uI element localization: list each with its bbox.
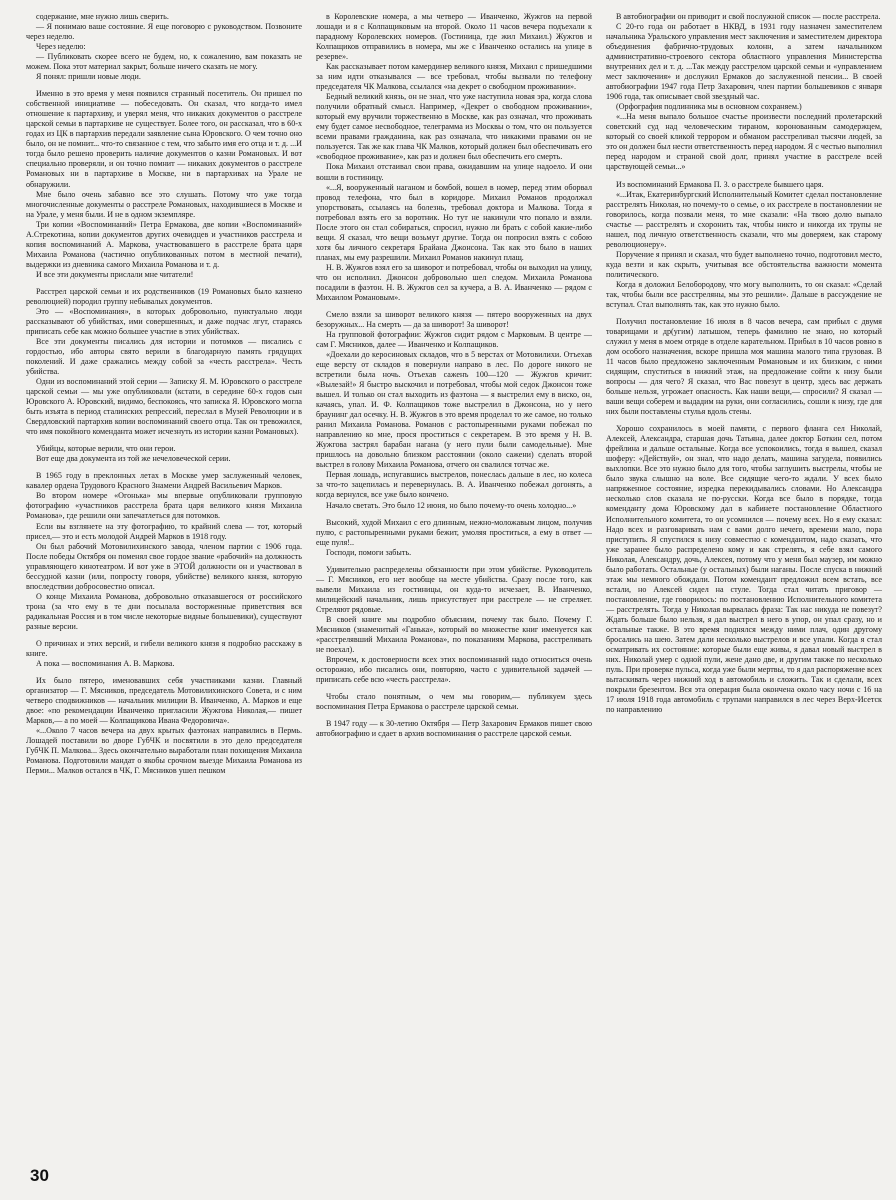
paragraph: Н. В. Жужгов взял его за шиворот и потребовал, чтобы он выходил на улицу, что он исполнил. Джонсон добровольно шел следом. Михаила Романова посадили в фаэтон. Н. В. Жужгов сел за кучера, а В. А. Иванченко — рядом с Михаилом Романовым». (316, 262, 592, 302)
paragraph: О причинах и этих версий, и гибели великого князя я подробно расскажу в книге. (26, 638, 302, 658)
paragraph: содержание, мне нужно лишь сверить. (36, 12, 169, 21)
paragraph: Именно в это время у меня появился странный посетитель. Он пришел по собственной инициативе — побеседовать. Он сказал, что когда-то имел отношение к партархиву, и уверял меня, что никаких документов о расстреле царской семьи в партархиве не существует. Более того, он рассказал, что в 60-х годах из ЦК в партархив передали заявление сына Юровского. О чем точно оно было, он не помнит... что-то связанное с тем, что забыто имя его отца и т. д. ...И тогда было решено проверить наличие документов о казни Романовых. И вот специально проверяли, и он точно помнит — никаких документов о расстреле Романовых ни в партархиве в Москве, ни в партархивах на Урале не обнаружили. (26, 89, 302, 189)
paragraph: Высокий, худой Михаил с его длинным, нежно-моложавым лицом, получив пулю, с растопыренными руками бежит, умоляя проститься, а ему в ответ — еще пуля!.. (316, 517, 592, 547)
page-number: 30 (30, 1166, 49, 1185)
paragraph: Смело взяли за шиворот великого князя — пятеро вооруженных на двух безоружных... На смерть — да за шиворот! За шиворот! (316, 309, 592, 329)
paragraph: Поручение я принял и сказал, что будет выполнено точно, подготовил место, куда везти и как скрыть, учитывая все обстоятельства важности момента политического. (606, 249, 882, 279)
column-left (26, 12, 302, 1164)
paragraph: Вот еще два документа из той же нечеловеческой серии. (36, 454, 231, 464)
paragraph: Три копии «Воспоминаний» Петра Ермакова, две копии «Воспоминаний» А.Стрекотина, копии документов других очевидцев и участников расстрела и копия воспоминаний А. Маркова, участвовавшего в расстреле брата царя Михаила Романова (частично опубликованных потом в местной печати), выдержки из дневника самого Михаила Романова и т. д. (26, 219, 302, 269)
paragraph: Хорошо сохранилось в моей памяти, с первого фланга сел Николай, Алексей, Александра, старшая дочь Татьяна, далее доктор Боткин сел, потом фрейлина и дальше остальные. Когда все успокоились, тогда я вышел, сказал шоферу: «Действуй», он знал, что надо делать, машина загудела, появились выхлопки. Все это нужно было для того, чтобы заглушить выстрелы, чтобы не было звука слышно на воле. Все сидящие чего-то ждали. У всех было напряженное состояние, изредка перекидывались словами. Но Александра несколько слов сказала не по-русски. Когда все было в порядке, тогда коменданту дома Юровскому дал в кабинете постановление Областного Исполнительного комитета, то он усомнился — почему всех. Но я ему сказал: Надо всех и разговаривать нам с вами долго нечего, времени мало, пора приступить. Я спустился к низу совместно с комендантом, надо сказать, что уже заранее было распределено кому и как стрелять, я себе взял самого Николая, Александру, дочь, Алексея, потому что у меня был маузер, им можно было работать. Остальные (у остальных) были наганы. После спуска в нижний этаж мы немного обождали. Потом комендант предложил всем встать, все встали, но Алексей сидел на стуле. Тогда стал читать приговор — постановление, где говорилось: по постановлению Исполнительного комитета — расстрелять. Тогда у Николая вырвалась фраза: Так нас никуда не повезут? Ждать больше было нельзя, я дал выстрел в него в упор, он упал сразу, но и остальные также. В это время поднялся между ними плач, один другому бросались на шею. Затем дали несколько выстрелов и все упали. Когда я стал осматривать их состояние: которые были еще живы, я давал новый выстрел в них. Николай умер с одной пули, жене дано две, и другим также по несколько пуль. При проверке пульса, когда уже были мертвы, то я дал распоряжение всех вытаскивать через нижний ход в автомобиль и сложить. Так и сделали, всех покрыли брезентом. Вся эта операция была окончена около часу ночи с 16 на 17 июля 1918 года автомобиль с трупами направился в лес через Верх-Исетск по направлению (606, 424, 882, 715)
paragraph: Через неделю: (36, 42, 86, 52)
paragraph: «...На меня выпало большое счастье произвести последний пролетарский советский суд над человеческим тираном, коронованным самодержцем, который со своей кликой террором и обманом расстреливал тысячи людей, за это он должен был нести ответственность перед народом. Я с честью выполнил перед народом и страной свой долг, принял участие в расстреле всей царствующей семьи...» (606, 112, 882, 172)
paragraph: в Королевские номера, а мы четверо — Иванченко, Жужгов на первой лошади и я с Колпащиковым на второй. Около 11 часов вечера подъехали к парадному Королевских номеров. (Гостиница, где жил Михаил.) Жужгов и Колпащиков отправились в номера, мы же с Иванченко остались на улице в резерве». (316, 12, 592, 62)
paragraph: В 1947 году — к 30-летию Октября — Петр Захарович Ермаков пишет свою автобиографию и сдает в архив воспоминания о расстреле царской семьи. (316, 719, 592, 739)
paragraph: Это — «Воспоминания», в которых добровольно, пунктуально люди рассказывают об убийствах, ими совершенных, и даже подчас лгут, стараясь приписать себе как можно большее участие в этих убийствах. (26, 306, 302, 336)
paragraph: (Орфография подлинника мы в основном сохраняем.) (616, 102, 802, 112)
paragraph: «Доехали до керосиновых складов, что в 5 верстах от Мотовилихи. Отъехав еще версту от складов я повернули направо в лес. По дороге никого не встретили была ночь. Отъехав саженъ 100—120 — Жужгов кричит: «Вылезай!» Я быстро выскочил и потребовал, чтобы мой седок Джонсон тоже вышел. И только он стал выходить из фаэтона — я выстрелил ему в виско, он, качаясь, упал. И. Ф. Колпащиков тоже выстрелил в Джонсона, но у него браунинг дал осечку. Н. В. Жужгов в это время проделал то же самое, но только ранил Михаила Романова. Романов с растопыренными руками побежал по направлению ко мне, прося проститься с секретарем. В это время у Н. В. Жужгова застрял барабан нагана (у него пули были самодельные). Мне пришлось на довольно близком расстоянии (около сажени) сделать второй выстрел в голову Михаила Романова, отчего он свалился тотчас же. (316, 350, 592, 470)
paragraph: Если вы взглянете на эту фотографию, то крайний слева — тот, который присел,— это и есть молодой Андрей Марков в 1918 году. (26, 521, 302, 541)
paragraph: В своей книге мы подробно объясним, почему так было. Почему Г. Мясников (знаменитый «Ганька», который во множестве книг именуется как «расстрелявший Михаила Романова», по показаниям Маркова, расстреливать не поехал). (316, 614, 592, 654)
paragraph: Господи, помоги забыть. (326, 547, 412, 557)
paragraph: В автобиографии он приводит и свой послужной список — после расстрела. (616, 12, 881, 21)
paragraph: И все эти документы прислали мне читатели! (36, 269, 194, 279)
paragraph: Удивительно распределены обязанности при этом убийстве. Руководитель — Г. Мясников, его нет вообще на месте убийства. Сразу после того, как вывели Михаила из гостиницы, он куда-то исчезает, В. Иванченко, милицейский начальник, лишь присутствует при расстреле — не стреляет. Стреляют рядовые. (316, 564, 592, 614)
paragraph: Когда я доложил Белобородову, что могу выполнить, то он сказал: «Сделай так, чтобы были все расстреляны, мы это решили». Дальше в рассуждение не вступал. Стал выполнять так, как это нужно было. (606, 279, 882, 309)
paragraph: Первая лошадь, испугавшись выстрелов, понеслась дальше в лес, но колеса за что-то зацепилась и перевернулась. В. А. Иванченко побежал догонять, а когда вернулся, все уже было кончено. (316, 470, 592, 500)
paragraph: Расстрел царской семьи и их родственников (19 Романовых было казнено революцией) породил группу небывалых документов. (26, 286, 302, 306)
paragraph: Получил постановление 16 июля в 8 часов вечера, сам прибыл с двумя товарищами и др(угим) латышом, теперь фамилию не знаю, но который служил у меня в моем отряде в отделе карательном. Прибыл в 10 часов ровно в дом особого назначения, вскоре пришла моя машина малого типа грузовая. В 11 часов было предложено заключенным Романовым и их близким, с ними сидящим, спуститься в нижний этаж, на предложение сойти к низу были вопросы — для чего? Я сказал, что Вас повезут в центр, здесь вас держать больше нельзя, угрожает опасность. Как наши вещи,— спросили? Я сказал — ваши вещи соберем и выдадим на руки, они согласились, сошли к низу, где для них были поставлены стулья вдоль стены. (606, 316, 882, 417)
column-right (606, 12, 882, 1164)
paragraph: Одни из воспоминаний этой серии — Записку Я. М. Юровского о расстреле царской семьи — мы уже опубликовали (кстати, в середине 60-х годов сын Юровского А. Юровский, видимо, беспокоясь, что записка Я. Юровского могла быть изъята в период сталинских репрессий, переслал в Музей Революции и в Свердловский партархив копии воспоминаний своего отца. Так он тревожился, что имя покойного коменданта может исчезнуть из истории казни Романовых). (26, 377, 302, 437)
paragraph: В 1965 году в преклонных летах в Москве умер заслуженный человек, кавалер ордена Трудового Красного Знамени Андрей Васильевич Марков. (26, 471, 302, 491)
paragraph: О конце Михаила Романова, добровольно отказавшегося от российского трона (за что ему в те дни посылала восторженные приветствия вся радикальная Россия и в том числе некоторые видные большевики), существуют разные версии. (26, 591, 302, 631)
paragraph: На групповой фотографии: Жужгов сидит рядом с Марковым. В центре — сам Г. Мясников, далее — Иванченко и Колпащиков. (316, 329, 592, 349)
paragraph: — Публиковать скорее всего не будем, но, к сожалению, вам показать не можем. Пока этот материал закрыт, больше ничего сказать не могу. (26, 52, 302, 72)
paragraph: Он был рабочий Мотовилихинского завода, членом партии с 1906 года. После победы Октября он поменял свое гордое звание «рабочий» на должность управляющего кинотеатром. И вот уже в ЭТОЙ должности он и участвовал в бессудной казни (или, попросту говоря, убийстве) великого князя, которую впоследствии добросовестно описал. (26, 541, 302, 591)
paragraph: Я понял: пришли новые люди. (36, 72, 141, 82)
paragraph: «...Около 7 часов вечера на двух крытых фаэтонах направились в Пермь. Лошадей поставили во дворе ГубЧК и посвятили в это дело председателя ГубЧК П. Малкова... Здесь окончательно выработали план похищения Михаила Романова. Подготовили мандат о якобы срочном выезде Михаила Романова из Перми... Малков остался в ЧК, Г. Мясников ушел пешком (26, 726, 302, 776)
paragraph: Во втором номере «Огонька» мы впервые опубликовали групповую фотографию «участников расстрела брата царя великого князя Михаила Романова», где решили они запечатлеться для потомков. (26, 491, 302, 521)
paragraph: Начало светать. Это было 12 июня, но было почему-то очень холодно...» (326, 500, 577, 510)
paragraph: Чтобы стало понятным, о чем мы говорим,— публикуем здесь воспоминания Петра Ермакова о расстреле царской семьи. (316, 692, 592, 712)
paragraph: — Я понимаю ваше состояние. Я еще поговорю с руководством. Позвоните через неделю. (26, 22, 302, 42)
paragraph: Убийцы, которые верили, что они герои. (36, 444, 176, 454)
paragraph: С 20-го года он работает в НКВД, в 1931 году назначен заместителем начальника Уральского управления мест заключения и заместителем директора объединения фабрично-трудовых колонн, а затем начальником административно-строевого сектора областного управления Министерства внутренних дел и т. д. ...Так между расстрелом царской семьи и «управлением мест заключения» и дослужил Ермаков до заслуженной пенсии... В своей автобиографии 1947 года Петр Захарович, член партии большевиков с января 1906 года, так описывает свой звездный час. (606, 22, 882, 102)
paragraph: Все эти документы писались для истории и потомков — писались с гордостью, ибо авторы свято верили в благодарную память грядущих поколений. И даже сражались между собой за «честь расстрела». Честь убийства. (26, 336, 302, 377)
paragraph: Мне было очень забавно все это слушать. Потому что уже тогда многочисленные документы о расстреле Романовых, находившиеся в Москве и на Урале, у меня были. И не в одном экземпляре. (26, 189, 302, 219)
paragraph: Из воспоминаний Ермакова П. З. о расстреле бывшего царя. (616, 179, 824, 189)
paragraph: «...Я, вооруженный наганом и бомбой, вошел в номер, перед этим оборвал провод телефона, что был в коридоре. Михаил Романов продолжал упорствовать, ссылаясь на болезнь, требовал доктора и Малкова. Тогда я потребовал взять его за воротник. Но тут не накинули что попало и взяли. После этого он стал собираться, спросил, нужно ли брать с собой какие-либо вещи. Я сказал, что вещи возьмут другие. Тогда он попросил взять с собою хотя бы личного секретаря Брайана Джонсона. Так как это было в наших планах, мы ему разрешили. Михаил Романов накинул плащ. (316, 182, 592, 262)
column-middle (316, 12, 592, 1164)
paragraph: А пока — воспоминания А. В. Маркова. (36, 658, 175, 668)
article-columns (26, 12, 882, 1164)
paragraph: Как рассказывает потом камердинер великого князя, Михаил с пришедшими за ним идти отказывался — все требовал, чтобы вызвали по телефону председателя ЧК Малкова, ссылался «на декрет о свободном проживании». (316, 62, 592, 92)
paragraph: Бедный великий князь, он не знал, что уже наступила новая эра, когда слова получили обратный смысл. Например, «Декрет о свободном проживании», который ему вручили торжественно в Москве, как раз означал, что проживать ему будет самое несвободное, телеграмма из Москвы о том, что он пользуется всеми правами гражданина, как раз означала, что никакими правами он не пользуется. Так же как глава ЧК Малков, который должен был обеспечивать его «свободное проживание», как раз и должен был обеспечить его смерть. (316, 92, 592, 162)
paragraph: «...Итак, Екатеринбургский Исполнительный Комитет сделал постановление расстрелять Николая, но почему-то о семье, о их расстреле в постановлении не говорилось, когда позвали меня, то мне сказали: «На твою долю выпало счастье — расстрелять и схоронить так, чтобы никто и никогда их трупы не нашел, под личную ответственность сказали, что мы доверяем, как старому революционеру». (606, 189, 882, 249)
paragraph: Их было пятеро, именовавших себя участниками казни. Главный организатор — Г. Мясников, председатель Мотовилихинского Совета, и с ним четверо сподвижников — начальник милиции В. Иванченко, А. Марков и еще двое: «по рекомендации Иванченко пригласили Жужгова Николая,— пишет Марков,— а по моей — Колпащикова Ивана Федоровича». (26, 675, 302, 726)
paragraph: Пока Михаил отстаивал свои права, ожидавшим на улице надоело. И они вошли в гостиницу. (316, 162, 592, 182)
paragraph: Впрочем, к достоверности всех этих воспоминаний надо относиться очень осторожно, ибо писались они, повторяю, часто с удивительной задачей — приписать себе всю «честь расстрела». (316, 654, 592, 684)
